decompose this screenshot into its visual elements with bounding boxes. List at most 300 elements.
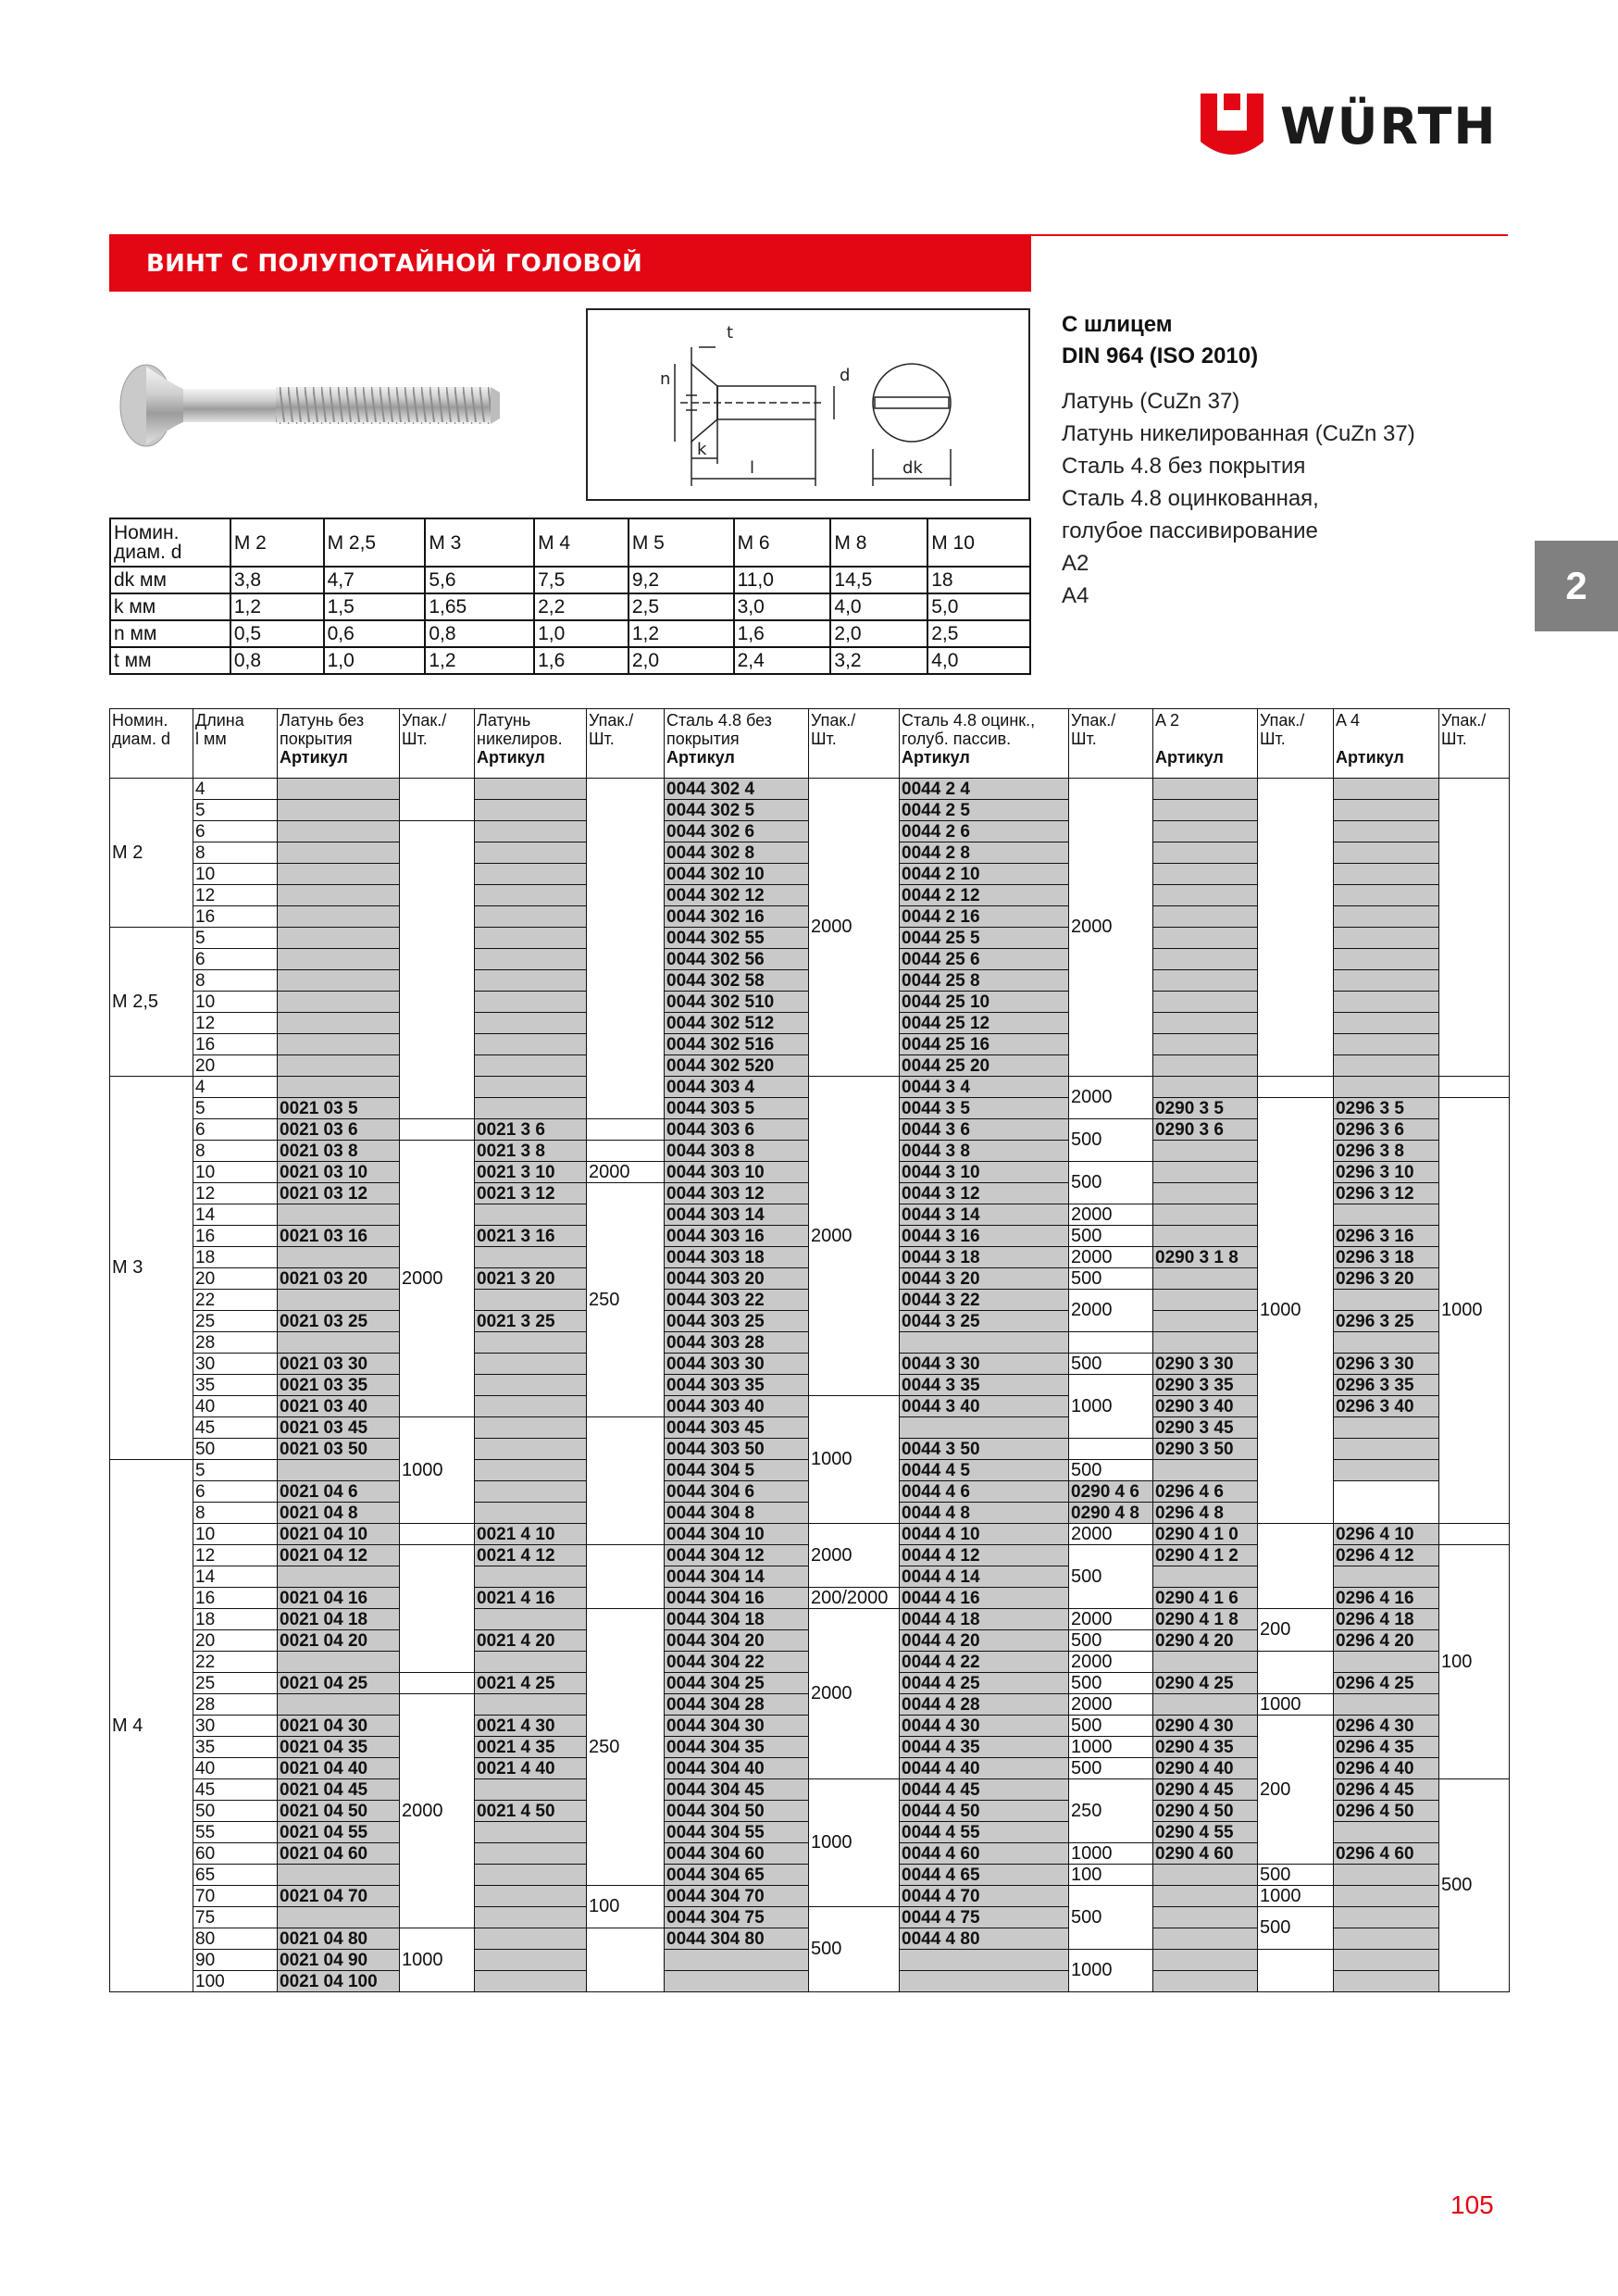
article-number[interactable] bbox=[1153, 1204, 1258, 1226]
article-number[interactable] bbox=[1153, 992, 1258, 1013]
article-number[interactable] bbox=[475, 1971, 587, 1992]
article-number[interactable] bbox=[278, 800, 400, 821]
article-number[interactable]: 0044 4 50 bbox=[900, 1801, 1069, 1822]
article-number[interactable]: 0021 4 40 bbox=[475, 1758, 587, 1779]
article-number[interactable]: 0044 304 70 bbox=[665, 1886, 809, 1907]
article-number[interactable]: 0296 4 45 bbox=[1334, 1779, 1439, 1801]
article-number[interactable]: 0044 303 40 bbox=[665, 1396, 809, 1417]
article-number[interactable] bbox=[1334, 821, 1439, 842]
article-number[interactable] bbox=[1153, 1141, 1258, 1162]
article-number[interactable] bbox=[475, 1928, 587, 1950]
article-number[interactable] bbox=[900, 1950, 1069, 1971]
article-number[interactable]: 0021 03 8 bbox=[278, 1141, 400, 1162]
article-number[interactable]: 0290 3 40 bbox=[1153, 1396, 1258, 1417]
article-number[interactable]: 0296 3 6 bbox=[1334, 1119, 1439, 1141]
article-number[interactable]: 0044 304 6 bbox=[665, 1481, 809, 1503]
article-number[interactable]: 0044 302 516 bbox=[665, 1034, 809, 1055]
article-number[interactable]: 0296 4 16 bbox=[1334, 1588, 1439, 1609]
article-number[interactable] bbox=[1153, 970, 1258, 992]
article-number[interactable] bbox=[278, 928, 400, 949]
article-number[interactable] bbox=[475, 992, 587, 1013]
article-number[interactable] bbox=[278, 1652, 400, 1673]
article-number[interactable] bbox=[1153, 1183, 1258, 1204]
article-number[interactable]: 0021 4 10 bbox=[475, 1524, 587, 1545]
article-number[interactable] bbox=[1334, 1013, 1439, 1034]
article-number[interactable] bbox=[1153, 1928, 1258, 1950]
article-number[interactable] bbox=[475, 1460, 587, 1481]
article-number[interactable]: 0021 03 35 bbox=[278, 1375, 400, 1396]
article-number[interactable]: 0044 303 20 bbox=[665, 1268, 809, 1290]
article-number[interactable] bbox=[278, 970, 400, 992]
article-number[interactable] bbox=[278, 779, 400, 800]
article-number[interactable]: 0021 04 35 bbox=[278, 1737, 400, 1758]
article-number[interactable]: 0044 303 28 bbox=[665, 1332, 809, 1354]
article-number[interactable] bbox=[475, 800, 587, 821]
article-number[interactable] bbox=[900, 1417, 1069, 1439]
article-number[interactable]: 0296 3 20 bbox=[1334, 1268, 1439, 1290]
article-number[interactable]: 0021 03 40 bbox=[278, 1396, 400, 1417]
article-number[interactable] bbox=[1153, 779, 1258, 800]
article-number[interactable]: 0021 4 12 bbox=[475, 1545, 587, 1566]
article-number[interactable] bbox=[1334, 1865, 1439, 1886]
article-number[interactable] bbox=[1334, 1077, 1439, 1098]
article-number[interactable]: 0296 4 30 bbox=[1334, 1716, 1439, 1737]
article-number[interactable]: 0021 3 20 bbox=[475, 1268, 587, 1290]
article-number[interactable]: 0044 304 35 bbox=[665, 1737, 809, 1758]
article-number[interactable]: 0044 2 12 bbox=[900, 885, 1069, 906]
article-number[interactable] bbox=[278, 1034, 400, 1055]
article-number[interactable] bbox=[278, 842, 400, 864]
article-number[interactable]: 0044 25 5 bbox=[900, 928, 1069, 949]
article-number[interactable]: 0044 303 50 bbox=[665, 1439, 809, 1460]
article-number[interactable] bbox=[1334, 1332, 1439, 1354]
article-number[interactable]: 0044 4 55 bbox=[900, 1822, 1069, 1843]
article-number[interactable]: 0296 4 20 bbox=[1334, 1630, 1439, 1652]
article-number[interactable]: 0044 4 20 bbox=[900, 1630, 1069, 1652]
article-number[interactable]: 0044 303 18 bbox=[665, 1247, 809, 1268]
article-number[interactable]: 0044 3 20 bbox=[900, 1268, 1069, 1290]
article-number[interactable]: 0044 303 22 bbox=[665, 1290, 809, 1311]
article-number[interactable]: 0044 25 8 bbox=[900, 970, 1069, 992]
article-number[interactable] bbox=[278, 1204, 400, 1226]
article-number[interactable] bbox=[1334, 1460, 1439, 1481]
article-number[interactable] bbox=[278, 1865, 400, 1886]
article-number[interactable]: 0044 303 14 bbox=[665, 1204, 809, 1226]
article-number[interactable]: 0021 03 25 bbox=[278, 1311, 400, 1332]
article-number[interactable]: 0044 304 50 bbox=[665, 1801, 809, 1822]
article-number[interactable] bbox=[278, 1694, 400, 1716]
article-number[interactable]: 0044 25 12 bbox=[900, 1013, 1069, 1034]
article-number[interactable]: 0296 3 35 bbox=[1334, 1375, 1439, 1396]
article-number[interactable]: 0044 2 16 bbox=[900, 906, 1069, 928]
article-number[interactable] bbox=[1334, 1886, 1439, 1907]
article-number[interactable]: 0290 3 5 bbox=[1153, 1098, 1258, 1119]
article-number[interactable]: 0044 302 5 bbox=[665, 800, 809, 821]
article-number[interactable]: 0290 4 6 bbox=[1069, 1481, 1153, 1503]
article-number[interactable] bbox=[1334, 1950, 1439, 1971]
article-number[interactable] bbox=[1334, 1822, 1439, 1843]
article-number[interactable] bbox=[278, 1566, 400, 1588]
article-number[interactable]: 0044 4 12 bbox=[900, 1545, 1069, 1566]
article-number[interactable] bbox=[1153, 1013, 1258, 1034]
article-number[interactable] bbox=[1153, 1907, 1258, 1928]
article-number[interactable]: 0044 304 16 bbox=[665, 1588, 809, 1609]
article-number[interactable]: 0044 303 30 bbox=[665, 1354, 809, 1375]
article-number[interactable] bbox=[475, 1822, 587, 1843]
article-number[interactable]: 0296 4 50 bbox=[1334, 1801, 1439, 1822]
article-number[interactable] bbox=[278, 906, 400, 928]
article-number[interactable] bbox=[1153, 1332, 1258, 1354]
article-number[interactable]: 0044 3 50 bbox=[900, 1439, 1069, 1460]
article-number[interactable]: 0290 3 30 bbox=[1153, 1354, 1258, 1375]
article-number[interactable]: 0021 03 12 bbox=[278, 1183, 400, 1204]
article-number[interactable] bbox=[475, 928, 587, 949]
article-number[interactable] bbox=[665, 1971, 809, 1992]
article-number[interactable]: 0021 04 80 bbox=[278, 1928, 400, 1950]
article-number[interactable] bbox=[1334, 779, 1439, 800]
article-number[interactable]: 0021 3 10 bbox=[475, 1162, 587, 1183]
article-number[interactable]: 0296 4 18 bbox=[1334, 1609, 1439, 1630]
article-number[interactable]: 0044 4 6 bbox=[900, 1481, 1069, 1503]
article-number[interactable]: 0044 304 65 bbox=[665, 1865, 809, 1886]
article-number[interactable]: 0044 304 12 bbox=[665, 1545, 809, 1566]
article-number[interactable]: 0044 304 45 bbox=[665, 1779, 809, 1801]
article-number[interactable]: 0044 4 65 bbox=[900, 1865, 1069, 1886]
article-number[interactable]: 0044 304 25 bbox=[665, 1673, 809, 1694]
article-number[interactable] bbox=[1334, 885, 1439, 906]
article-number[interactable]: 0021 03 45 bbox=[278, 1417, 400, 1439]
article-number[interactable] bbox=[1153, 864, 1258, 885]
article-number[interactable]: 0021 04 50 bbox=[278, 1801, 400, 1822]
article-number[interactable]: 0021 04 55 bbox=[278, 1822, 400, 1843]
article-number[interactable]: 0044 304 60 bbox=[665, 1843, 809, 1865]
article-number[interactable]: 0044 4 70 bbox=[900, 1886, 1069, 1907]
article-number[interactable] bbox=[1153, 1971, 1258, 1992]
article-number[interactable]: 0296 3 16 bbox=[1334, 1226, 1439, 1247]
article-number[interactable] bbox=[475, 864, 587, 885]
article-number[interactable] bbox=[1153, 1034, 1258, 1055]
article-number[interactable] bbox=[475, 1566, 587, 1588]
article-number[interactable]: 0044 304 8 bbox=[665, 1503, 809, 1524]
article-number[interactable]: 0290 4 1 8 bbox=[1153, 1609, 1258, 1630]
article-number[interactable]: 0044 4 16 bbox=[900, 1588, 1069, 1609]
article-number[interactable]: 0044 4 5 bbox=[900, 1460, 1069, 1481]
article-number[interactable]: 0044 3 16 bbox=[900, 1226, 1069, 1247]
article-number[interactable]: 0044 302 6 bbox=[665, 821, 809, 842]
article-number[interactable] bbox=[1153, 842, 1258, 864]
article-number[interactable]: 0021 04 40 bbox=[278, 1758, 400, 1779]
article-number[interactable]: 0044 303 4 bbox=[665, 1077, 809, 1098]
article-number[interactable] bbox=[1334, 906, 1439, 928]
article-number[interactable]: 0021 04 30 bbox=[278, 1716, 400, 1737]
article-number[interactable]: 0044 304 22 bbox=[665, 1652, 809, 1673]
article-number[interactable]: 0021 04 45 bbox=[278, 1779, 400, 1801]
article-number[interactable]: 0021 04 70 bbox=[278, 1886, 400, 1907]
article-number[interactable]: 0044 4 8 bbox=[900, 1503, 1069, 1524]
article-number[interactable] bbox=[1334, 1928, 1439, 1950]
article-number[interactable]: 0021 03 16 bbox=[278, 1226, 400, 1247]
article-number[interactable]: 0044 303 6 bbox=[665, 1119, 809, 1141]
article-number[interactable] bbox=[1334, 1971, 1439, 1992]
article-number[interactable]: 0044 3 5 bbox=[900, 1098, 1069, 1119]
article-number[interactable] bbox=[1153, 1865, 1258, 1886]
article-number[interactable]: 0021 3 25 bbox=[475, 1311, 587, 1332]
article-number[interactable] bbox=[475, 821, 587, 842]
article-number[interactable] bbox=[665, 1950, 809, 1971]
article-number[interactable]: 0021 03 5 bbox=[278, 1098, 400, 1119]
article-number[interactable]: 0290 3 6 bbox=[1153, 1119, 1258, 1141]
article-number[interactable]: 0021 04 25 bbox=[278, 1673, 400, 1694]
article-number[interactable]: 0296 3 5 bbox=[1334, 1098, 1439, 1119]
article-number[interactable]: 0021 3 16 bbox=[475, 1226, 587, 1247]
article-number[interactable]: 0044 302 16 bbox=[665, 906, 809, 928]
article-number[interactable]: 0290 4 20 bbox=[1153, 1630, 1258, 1652]
article-number[interactable]: 0044 3 6 bbox=[900, 1119, 1069, 1141]
article-number[interactable] bbox=[278, 992, 400, 1013]
article-number[interactable]: 0044 4 14 bbox=[900, 1566, 1069, 1588]
article-number[interactable]: 0021 03 10 bbox=[278, 1162, 400, 1183]
article-number[interactable]: 0044 304 14 bbox=[665, 1566, 809, 1588]
article-number[interactable]: 0290 4 40 bbox=[1153, 1758, 1258, 1779]
article-number[interactable]: 0290 4 30 bbox=[1153, 1716, 1258, 1737]
article-number[interactable] bbox=[1153, 1694, 1258, 1716]
article-number[interactable]: 0296 3 10 bbox=[1334, 1162, 1439, 1183]
article-number[interactable]: 0044 25 20 bbox=[900, 1055, 1069, 1077]
article-number[interactable] bbox=[475, 1886, 587, 1907]
article-number[interactable] bbox=[1153, 1290, 1258, 1311]
article-number[interactable]: 0044 304 20 bbox=[665, 1630, 809, 1652]
article-number[interactable] bbox=[1334, 928, 1439, 949]
article-number[interactable]: 0044 3 12 bbox=[900, 1183, 1069, 1204]
article-number[interactable]: 0044 2 4 bbox=[900, 779, 1069, 800]
article-number[interactable] bbox=[900, 1971, 1069, 1992]
article-number[interactable]: 0021 04 6 bbox=[278, 1481, 400, 1503]
article-number[interactable] bbox=[278, 1907, 400, 1928]
article-number[interactable] bbox=[475, 1375, 587, 1396]
article-number[interactable] bbox=[475, 1396, 587, 1417]
article-number[interactable]: 0021 04 8 bbox=[278, 1503, 400, 1524]
article-number[interactable]: 0021 4 16 bbox=[475, 1588, 587, 1609]
article-number[interactable]: 0044 304 80 bbox=[665, 1928, 809, 1950]
article-number[interactable]: 0021 04 18 bbox=[278, 1609, 400, 1630]
article-number[interactable] bbox=[475, 1098, 587, 1119]
article-number[interactable]: 0044 3 35 bbox=[900, 1375, 1069, 1396]
article-number[interactable]: 0044 304 55 bbox=[665, 1822, 809, 1843]
article-number[interactable]: 0044 4 75 bbox=[900, 1907, 1069, 1928]
article-number[interactable] bbox=[475, 1034, 587, 1055]
article-number[interactable]: 0296 4 60 bbox=[1334, 1843, 1439, 1865]
article-number[interactable]: 0290 4 35 bbox=[1153, 1737, 1258, 1758]
article-number[interactable] bbox=[1334, 842, 1439, 864]
article-number[interactable]: 0290 3 35 bbox=[1153, 1375, 1258, 1396]
article-number[interactable]: 0021 04 20 bbox=[278, 1630, 400, 1652]
article-number[interactable] bbox=[475, 1247, 587, 1268]
article-number[interactable] bbox=[475, 906, 587, 928]
article-number[interactable]: 0021 4 25 bbox=[475, 1673, 587, 1694]
article-number[interactable]: 0021 04 10 bbox=[278, 1524, 400, 1545]
article-number[interactable]: 0021 04 60 bbox=[278, 1843, 400, 1865]
article-number[interactable]: 0021 4 35 bbox=[475, 1737, 587, 1758]
article-number[interactable] bbox=[278, 1077, 400, 1098]
article-number[interactable] bbox=[278, 1247, 400, 1268]
article-number[interactable] bbox=[1153, 1077, 1258, 1098]
article-number[interactable]: 0290 4 1 6 bbox=[1153, 1588, 1258, 1609]
article-number[interactable]: 0044 3 14 bbox=[900, 1204, 1069, 1226]
article-number[interactable]: 0296 3 25 bbox=[1334, 1311, 1439, 1332]
article-number[interactable]: 0044 302 55 bbox=[665, 928, 809, 949]
article-number[interactable] bbox=[475, 1481, 587, 1503]
article-number[interactable]: 0044 303 16 bbox=[665, 1226, 809, 1247]
article-number[interactable]: 0044 4 22 bbox=[900, 1652, 1069, 1673]
article-number[interactable] bbox=[475, 1290, 587, 1311]
article-number[interactable] bbox=[900, 1332, 1069, 1354]
article-number[interactable]: 0044 25 10 bbox=[900, 992, 1069, 1013]
article-number[interactable]: 0044 302 510 bbox=[665, 992, 809, 1013]
article-number[interactable]: 0044 304 18 bbox=[665, 1609, 809, 1630]
article-number[interactable] bbox=[1334, 1034, 1439, 1055]
article-number[interactable]: 0021 04 100 bbox=[278, 1971, 400, 1992]
article-number[interactable] bbox=[475, 1652, 587, 1673]
article-number[interactable]: 0044 302 4 bbox=[665, 779, 809, 800]
article-number[interactable] bbox=[1153, 1226, 1258, 1247]
article-number[interactable]: 0021 03 20 bbox=[278, 1268, 400, 1290]
article-number[interactable] bbox=[1153, 1055, 1258, 1077]
article-number[interactable]: 0296 4 10 bbox=[1334, 1524, 1439, 1545]
article-number[interactable] bbox=[1153, 800, 1258, 821]
article-number[interactable]: 0044 2 6 bbox=[900, 821, 1069, 842]
article-number[interactable] bbox=[278, 1332, 400, 1354]
article-number[interactable]: 0021 3 12 bbox=[475, 1183, 587, 1204]
article-number[interactable] bbox=[475, 1055, 587, 1077]
article-number[interactable]: 0296 3 30 bbox=[1334, 1354, 1439, 1375]
article-number[interactable]: 0290 3 50 bbox=[1153, 1439, 1258, 1460]
article-number[interactable]: 0044 303 8 bbox=[665, 1141, 809, 1162]
article-number[interactable]: 0021 03 6 bbox=[278, 1119, 400, 1141]
article-number[interactable]: 0044 4 28 bbox=[900, 1694, 1069, 1716]
article-number[interactable] bbox=[1153, 949, 1258, 970]
article-number[interactable] bbox=[1334, 1055, 1439, 1077]
article-number[interactable]: 0290 4 25 bbox=[1153, 1673, 1258, 1694]
article-number[interactable]: 0296 3 18 bbox=[1334, 1247, 1439, 1268]
article-number[interactable]: 0044 302 12 bbox=[665, 885, 809, 906]
article-number[interactable] bbox=[475, 1609, 587, 1630]
article-number[interactable]: 0021 04 90 bbox=[278, 1950, 400, 1971]
article-number[interactable]: 0021 03 50 bbox=[278, 1439, 400, 1460]
article-number[interactable] bbox=[278, 864, 400, 885]
section-tab[interactable]: 2 bbox=[1535, 541, 1618, 631]
article-number[interactable]: 0044 304 5 bbox=[665, 1460, 809, 1481]
article-number[interactable]: 0044 302 10 bbox=[665, 864, 809, 885]
article-number[interactable]: 0044 3 30 bbox=[900, 1354, 1069, 1375]
article-number[interactable]: 0044 303 25 bbox=[665, 1311, 809, 1332]
article-number[interactable] bbox=[1334, 1290, 1439, 1311]
article-number[interactable]: 0021 4 30 bbox=[475, 1716, 587, 1737]
article-number[interactable] bbox=[1153, 1566, 1258, 1588]
article-number[interactable]: 0044 302 512 bbox=[665, 1013, 809, 1034]
article-number[interactable]: 0290 4 55 bbox=[1153, 1822, 1258, 1843]
article-number[interactable]: 0044 4 25 bbox=[900, 1673, 1069, 1694]
article-number[interactable] bbox=[278, 1460, 400, 1481]
article-number[interactable] bbox=[1334, 1439, 1439, 1460]
article-number[interactable] bbox=[1153, 1162, 1258, 1183]
article-number[interactable] bbox=[475, 1332, 587, 1354]
article-number[interactable] bbox=[475, 970, 587, 992]
article-number[interactable] bbox=[278, 949, 400, 970]
article-number[interactable]: 0044 2 10 bbox=[900, 864, 1069, 885]
article-number[interactable]: 0290 4 8 bbox=[1069, 1503, 1153, 1524]
article-number[interactable] bbox=[475, 842, 587, 864]
article-number[interactable]: 0044 3 40 bbox=[900, 1396, 1069, 1417]
article-number[interactable]: 0290 4 1 2 bbox=[1153, 1545, 1258, 1566]
article-number[interactable] bbox=[1153, 1950, 1258, 1971]
article-number[interactable] bbox=[1334, 1694, 1439, 1716]
article-number[interactable]: 0044 302 56 bbox=[665, 949, 809, 970]
article-number[interactable]: 0296 3 8 bbox=[1334, 1141, 1439, 1162]
article-number[interactable]: 0044 302 520 bbox=[665, 1055, 809, 1077]
article-number[interactable]: 0044 3 8 bbox=[900, 1141, 1069, 1162]
article-number[interactable] bbox=[1334, 1417, 1439, 1439]
article-number[interactable]: 0044 3 10 bbox=[900, 1162, 1069, 1183]
article-number[interactable]: 0044 2 8 bbox=[900, 842, 1069, 864]
article-number[interactable]: 0044 4 30 bbox=[900, 1716, 1069, 1737]
article-number[interactable]: 0290 4 1 0 bbox=[1153, 1524, 1258, 1545]
article-number[interactable]: 0021 04 16 bbox=[278, 1588, 400, 1609]
article-number[interactable] bbox=[475, 779, 587, 800]
article-number[interactable] bbox=[475, 1204, 587, 1226]
article-number[interactable]: 0021 4 50 bbox=[475, 1801, 587, 1822]
article-number[interactable]: 0021 3 8 bbox=[475, 1141, 587, 1162]
article-number[interactable] bbox=[1334, 970, 1439, 992]
article-number[interactable]: 0044 304 40 bbox=[665, 1758, 809, 1779]
article-number[interactable] bbox=[1334, 800, 1439, 821]
article-number[interactable] bbox=[475, 1013, 587, 1034]
article-number[interactable] bbox=[1153, 1460, 1258, 1481]
article-number[interactable]: 0044 302 8 bbox=[665, 842, 809, 864]
article-number[interactable] bbox=[1334, 1566, 1439, 1588]
article-number[interactable] bbox=[475, 1950, 587, 1971]
article-number[interactable]: 0296 4 40 bbox=[1334, 1758, 1439, 1779]
article-number[interactable]: 0044 304 28 bbox=[665, 1694, 809, 1716]
article-number[interactable] bbox=[475, 949, 587, 970]
article-number[interactable]: 0296 4 8 bbox=[1153, 1503, 1258, 1524]
article-number[interactable]: 0296 3 12 bbox=[1334, 1183, 1439, 1204]
article-number[interactable]: 0290 3 45 bbox=[1153, 1417, 1258, 1439]
article-number[interactable] bbox=[1334, 1204, 1439, 1226]
article-number[interactable]: 0021 4 20 bbox=[475, 1630, 587, 1652]
article-number[interactable]: 0290 4 60 bbox=[1153, 1843, 1258, 1865]
article-number[interactable]: 0296 4 25 bbox=[1334, 1673, 1439, 1694]
article-number[interactable] bbox=[475, 1843, 587, 1865]
article-number[interactable]: 0021 3 6 bbox=[475, 1119, 587, 1141]
article-number[interactable]: 0044 304 75 bbox=[665, 1907, 809, 1928]
article-number[interactable] bbox=[475, 1865, 587, 1886]
article-number[interactable] bbox=[278, 1013, 400, 1034]
article-number[interactable]: 0044 4 18 bbox=[900, 1609, 1069, 1630]
article-number[interactable] bbox=[1153, 1268, 1258, 1290]
article-number[interactable]: 0290 4 45 bbox=[1153, 1779, 1258, 1801]
article-number[interactable] bbox=[1153, 1652, 1258, 1673]
article-number[interactable] bbox=[1153, 1886, 1258, 1907]
article-number[interactable]: 0044 303 35 bbox=[665, 1375, 809, 1396]
article-number[interactable] bbox=[278, 885, 400, 906]
article-number[interactable]: 0296 4 6 bbox=[1153, 1481, 1258, 1503]
article-number[interactable]: 0044 302 58 bbox=[665, 970, 809, 992]
article-number[interactable] bbox=[475, 1417, 587, 1439]
article-number[interactable] bbox=[1334, 1652, 1439, 1673]
article-number[interactable] bbox=[1334, 949, 1439, 970]
article-number[interactable]: 0044 304 30 bbox=[665, 1716, 809, 1737]
article-number[interactable] bbox=[1153, 885, 1258, 906]
